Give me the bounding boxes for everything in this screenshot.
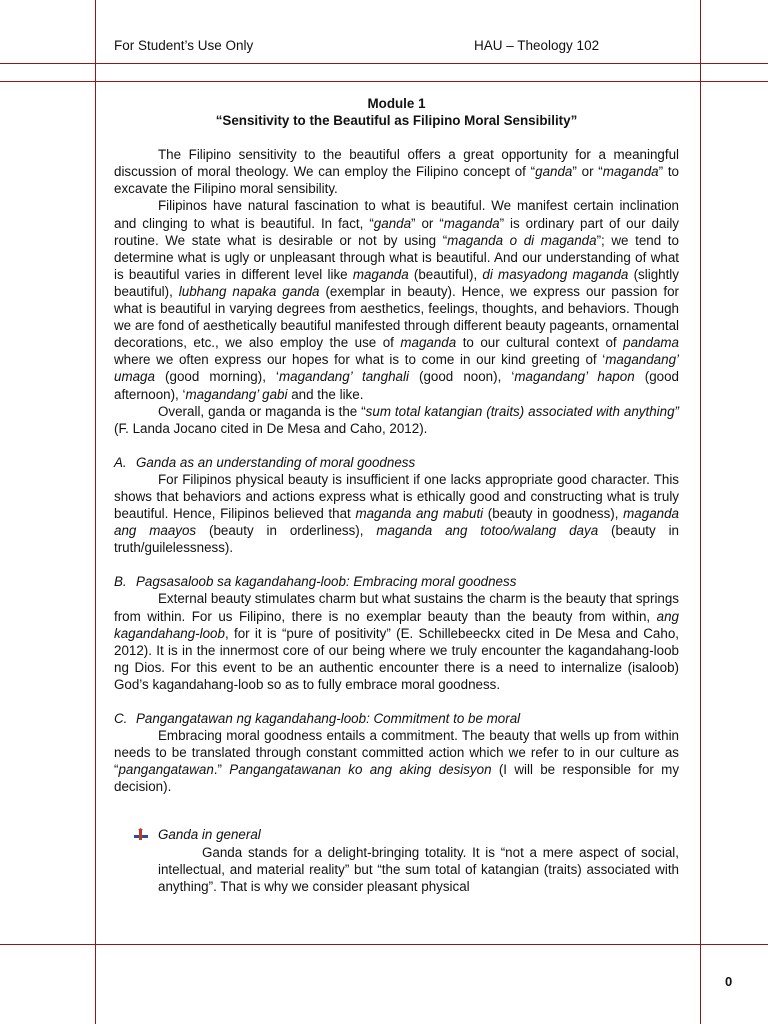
header-rule-bottom [0, 81, 768, 82]
section-c-heading: C. Pangangatawan ng kagandahang-loob: Commitment to be moral [114, 711, 521, 726]
module-title: “Sensitivity to the Beautiful as Filipino Moral Sensibility” [215, 113, 578, 129]
bullet-ganda-in-general [158, 826, 679, 843]
bullet-body: Ganda stands for a delight-bringing totality. It is “not a mere aspect of social, intellectual, and material reality” but “the sum total of katangian (traits) associated with anything”. That is why we consider pleasant physical [158, 844, 679, 894]
module-number: Module 1 [367, 96, 426, 111]
section-a-body: For Filipinos physical beauty is insufficient if one lacks appropriate good character. This shows that behaviors and actions express what is ethically good and constructing what is truly beautiful. Hence, Filipinos believed that maganda ang mabuti (beauty in goodness), maganda ang maayos (beauty in orderliness), maganda ang totoo/walang daya (beauty in truth/guilelessness). [114, 471, 679, 556]
document-body [114, 95, 679, 895]
intro-paragraph-2: Filipinos have natural fascination to what is beautiful. We manifest certain inclination and clinging to what is beautiful. In fact, “ganda” or “maganda” is ordinary part of our daily routine. We state what is desirable or not by using “maganda o di maganda”; we tend to determine what is ugly or unpleasant through what is beautiful. And our understanding of what is beautiful varies in different level like maganda (beautiful), di masyadong maganda (slightly beautiful), lubhang napaka ganda (exemplar in beauty). Hence, we express our passion for what is beautiful in varying degrees from aesthetics, feelings, thoughts, and behaviors. Though we are fond of aesthetically beautiful manifested through different beauty pageants, ornamental decorations, etc., we also employ the use of maganda to our cultural context of pandama where we often express our hopes for what is to come in our kind greeting of ‘magandang’ umaga (good morning), ‘magandang’ tanghali (good noon), ‘magandang’ hapon (good afternoon), ‘magandang’ gabi and the like. [114, 198, 679, 402]
bullet-heading: Ganda in general [158, 827, 261, 843]
header-left-label: For Student’s Use Only [114, 38, 254, 53]
intro-paragraph-1: The Filipino sensitivity to the beautiful offers a great opportunity for a meaningful discussion of moral theology. We can employ the Filipino concept of “ganda” or “maganda” to excavate the Filipino moral sensibility. [114, 147, 679, 197]
header-course-label: HAU – Theology 102 [474, 38, 600, 53]
page-number: 0 [725, 974, 733, 989]
bullet-marker-icon [134, 828, 148, 840]
margin-rule-right [700, 0, 701, 1024]
footer-rule [0, 944, 768, 945]
margin-rule-left [95, 0, 96, 1024]
section-b-heading: B. Pagsasaloob sa kagandahang-loob: Embracing moral goodness [114, 574, 517, 590]
header-rule-top [0, 63, 768, 64]
section-a-heading: A. Ganda as an understanding of moral goodness [114, 454, 416, 470]
section-c-body: Embracing moral goodness entails a commitment. The beauty that wells up from within needs to be translated through constant committed action which we refer to in our culture as “pangangatawan.” Pangangatawanan ko ang aking desisyon (I will be responsible for my decision). [114, 728, 680, 795]
section-b-body: External beauty stimulates charm but what sustains the charm is the beauty that springs from within. For us Filipino, there is no exemplar beauty than the beauty from within, ang kagandahang-loob, for it is “pure of positivity” (E. Schillebeeckx cited in De Mesa and Caho, 2012). It is in the innermost core of our being where we truly encounter the kagandahang-loob ng Dios. For this event to be an authentic encounter there is a need to internalize (isaloob) God’s kagandahang-loob so as to fully embrace moral goodness. [114, 591, 680, 692]
intro-paragraph-3: Overall, ganda or maganda is the “sum total katangian (traits) associated with anything” (F. Landa Jocano cited in De Mesa and Caho, 2012). [114, 403, 680, 436]
